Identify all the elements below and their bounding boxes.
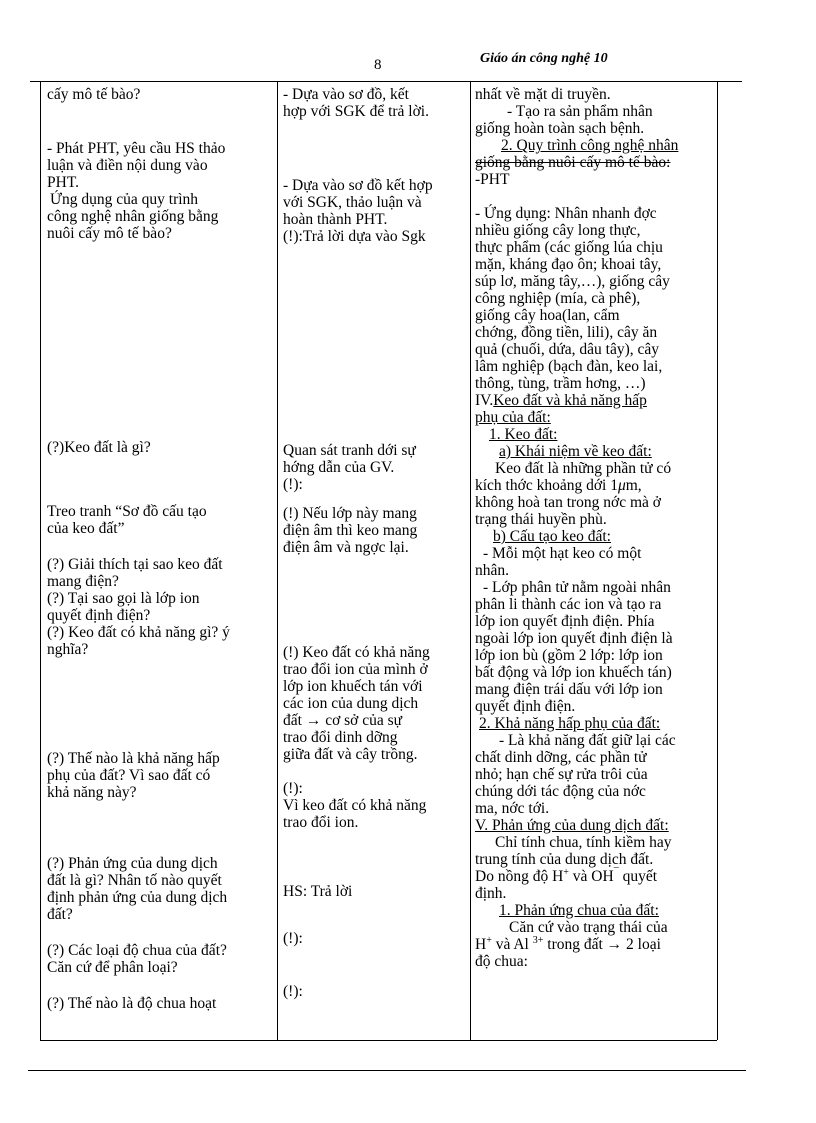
text-fragment: H (475, 936, 487, 953)
section-heading: giống bằng nuôi cấy mô tế bào: (475, 154, 671, 171)
text-line: nhân. (475, 562, 510, 579)
text-line (475, 868, 717, 885)
text-fragment: + (486, 934, 492, 946)
text-line: hớng dẫn của GV. (283, 459, 395, 476)
text-line: (?) Tại sao gọi là lớp ion (47, 590, 200, 607)
column-divider (470, 82, 471, 1040)
text-line: (?) Keo đất có khả năng gì? ý (47, 624, 230, 641)
text-line: trao đổi ion của mình ở (283, 661, 428, 678)
text-line: (?) Thế nào là độ chua hoạt (47, 995, 217, 1012)
text-fragment: kích thớc khoảng dới 1 (475, 477, 618, 494)
table-border-right (717, 82, 718, 1040)
teacher-activity-column (47, 86, 275, 1012)
text-line: (?)Keo đất là gì? (47, 439, 151, 456)
text-line: nhiều giống cây long thực, (475, 222, 641, 239)
table-border-bottom (40, 1040, 717, 1041)
section-heading (475, 817, 717, 834)
section-heading (475, 902, 717, 919)
text-line: quyết định điện. (475, 698, 576, 715)
text-line: ma, nớc tới. (475, 800, 550, 817)
section-heading: phụ của đất: (475, 409, 551, 426)
text-line: quả (chuối, dứa, dâu tây), cây (475, 341, 659, 358)
text-line: giữa đất và cây trồng. (283, 746, 418, 763)
text-line: (!): (283, 983, 303, 1000)
text-line: phụ của đất? Vì sao đất có (47, 767, 211, 784)
text-line: khả năng này? (47, 784, 137, 801)
text-line: - Là khả năng đất giữ lại các (499, 732, 676, 749)
page-number: 8 (374, 57, 382, 73)
text-line: (!): (283, 930, 303, 947)
text-line: phân li thành các ion và tạo ra (475, 596, 662, 613)
text-fragment: đất (283, 712, 302, 729)
text-line: nghĩa? (47, 641, 89, 658)
text-fragment: ¯ (613, 866, 619, 878)
text-line: Keo đất là những phần tử có (495, 460, 672, 477)
student-activity-column (283, 86, 469, 1000)
text-line: nuôi cấy mô tế bào? (47, 225, 172, 242)
text-line (475, 936, 717, 953)
text-fragment: m, (625, 477, 642, 494)
section-heading (475, 528, 717, 545)
text-line: độ chua: (475, 953, 528, 970)
text-line: súp lơ, măng tây,…), giống cây (475, 273, 670, 290)
text-line: mang điện trái dấu với lớp ion (475, 681, 663, 698)
document-title: Giáo án công nghệ 10 (480, 51, 608, 66)
text-line: giống hoàn toàn sạch bệnh. (475, 120, 645, 137)
text-line: nhỏ; hạn chế sự rửa trôi của (475, 766, 648, 783)
text-fragment: Do nồng độ H (475, 868, 564, 885)
text-line: - Lớp phân tử nằm ngoài nhân (483, 579, 671, 596)
section-heading (475, 137, 717, 154)
text-line: (?) Thế nào là khả năng hấp (47, 750, 220, 767)
section-heading (475, 443, 717, 460)
text-line: (!) Keo đất có khả năng (283, 644, 430, 661)
text-line: - Dựa vào sơ đồ, kết (283, 86, 409, 103)
text-line: Treo tranh “Sơ đồ cấu tạo (47, 503, 207, 520)
text-line: (?) Phản ứng của dung dịch (47, 855, 218, 872)
text-line: thông, tùng, trầm hơng, …) (475, 375, 646, 392)
text-line: trao đổi ion. (283, 814, 359, 831)
text-line: (?) Giải thích tại sao keo đất (47, 556, 223, 573)
text-line: nhất về mặt di truyền. (475, 86, 611, 103)
text-fragment: cơ sở của sự (325, 712, 403, 729)
text-fragment: và Al (495, 936, 529, 953)
text-line: - Ứng dụng: Nhân nhanh đợc (475, 205, 657, 222)
text-line: - Tạo ra sản phẩm nhân (507, 103, 653, 120)
text-fragment: trong đất (547, 936, 603, 953)
text-line: Quan sát tranh dới sự (283, 442, 416, 459)
text-line: bất động và lớp ion khuếch tán) (475, 664, 672, 681)
text-fragment: và OH (572, 868, 614, 885)
text-line: công nghiệp (mía, cà phê), (475, 290, 641, 307)
text-fragment: 3+ (532, 934, 544, 946)
text-line: mang điện? (47, 573, 119, 590)
text-line: (!): (283, 476, 303, 493)
text-line: (?) Các loại độ chua của đất? (47, 942, 227, 959)
text-fragment: V. Phản ứng của dung dịch đất: (475, 817, 669, 834)
text-line: chúng dới tác động của nớc (475, 783, 646, 800)
text-line: - Dựa vào sơ đồ kết hợp (283, 177, 433, 194)
text-fragment: + (563, 866, 569, 878)
header-rule (30, 81, 742, 82)
text-line: -PHT (475, 171, 510, 188)
text-line: hợp với SGK để trả lời. (283, 103, 429, 120)
text-fragment: 2. Khả năng hấp phụ của đất: (479, 715, 661, 732)
text-line: mặn, kháng đạo ôn; khoai tây, (475, 256, 662, 273)
text-line: (!):Trả lời dựa vào Sgk (283, 228, 426, 245)
text-fragment: quyết (622, 868, 657, 885)
text-line: HS: Trả lời (283, 883, 353, 900)
text-line: PHT. (47, 174, 80, 191)
text-line: định phản ứng của dung dịch (47, 889, 228, 906)
text-line: đất? (47, 906, 73, 923)
text-fragment: a) Khái niệm về keo đất: (499, 443, 652, 460)
text-line: (!) Nếu lớp này mang (283, 505, 417, 522)
right-arrow-icon: → (606, 936, 623, 953)
text-fragment: 1. Keo đất: (489, 426, 558, 443)
text-line: không hoà tan trong nớc mà ở (475, 494, 661, 511)
text-line: Ứng dụng của quy trình (50, 191, 199, 208)
section-heading (475, 426, 717, 443)
text-line: - Phát PHT, yêu cầu HS thảo (47, 140, 226, 157)
section-heading (475, 392, 717, 409)
text-fragment: 2 loại (626, 936, 661, 953)
text-line: - Mỗi một hạt keo có một (483, 545, 642, 562)
text-line: trung tính của dung dịch đất. (475, 851, 654, 868)
text-line: giống cây hoa(lan, cẩm (475, 307, 620, 324)
text-line: lâm nghiệp (bạch đàn, keo lai, (475, 358, 663, 375)
text-line: trao đổi dinh dỡng (283, 729, 398, 746)
lesson-content-column (475, 86, 717, 970)
text-line: Căn cứ để phân loại? (47, 959, 178, 976)
text-line: định. (475, 885, 507, 902)
text-line: Vì keo đất có khả năng (283, 797, 427, 814)
text-line: lớp ion bù (gồm 2 lớp: lớp ion (475, 647, 663, 664)
section-heading (475, 715, 717, 732)
text-line (475, 477, 717, 494)
text-line: cấy mô tế bào? (47, 86, 141, 103)
text-fragment: μ (617, 477, 626, 494)
text-line: (!): (283, 780, 303, 797)
text-line: trạng thái huyền phù. (475, 511, 607, 528)
text-line (283, 712, 469, 729)
column-divider (277, 82, 278, 1040)
text-line: lớp ion quyết định điện. Phía (475, 613, 655, 630)
text-line: Chỉ tính chua, tính kiềm hay (495, 834, 672, 851)
text-fragment: 1. Phản ứng chua của đất: (499, 902, 659, 919)
text-line: công nghệ nhân giống bằng (47, 208, 219, 225)
text-line: điện âm và ngợc lại. (283, 539, 409, 556)
footer-rule (28, 1070, 746, 1071)
text-line: điện âm thì keo mang (283, 522, 418, 539)
text-line: lớp ion khuếch tán với (283, 678, 423, 695)
text-line: chớng, đồng tiền, lili), cây ăn (475, 324, 658, 341)
right-arrow-icon: → (305, 712, 322, 729)
text-line: ngoài lớp ion quyết định điện là (475, 630, 673, 647)
table-border-left (40, 82, 41, 1040)
text-line: với SGK, thảo luận và (283, 194, 422, 211)
text-line: của keo đất” (47, 520, 125, 537)
text-fragment: b) Cấu tạo keo đất: (493, 528, 611, 545)
text-line: luận và điền nội dung vào (47, 157, 208, 174)
text-fragment: 2. Quy trình công nghệ nhân (501, 137, 679, 154)
text-line: Căn cứ vào trạng thái của (509, 919, 668, 936)
text-line: hoàn thành PHT. (283, 211, 388, 228)
text-fragment: IV. (475, 392, 494, 409)
text-fragment: Keo đất và khả năng hấp (493, 392, 647, 409)
text-line: chất dinh dỡng, các phần tử (475, 749, 647, 766)
text-line: các ion của dung dịch (283, 695, 419, 712)
text-line: quyết định điện? (47, 607, 151, 624)
text-line: thực phẩm (các giống lúa chịu (475, 239, 663, 256)
text-line: đất là gì? Nhân tố nào quyết (47, 872, 222, 889)
